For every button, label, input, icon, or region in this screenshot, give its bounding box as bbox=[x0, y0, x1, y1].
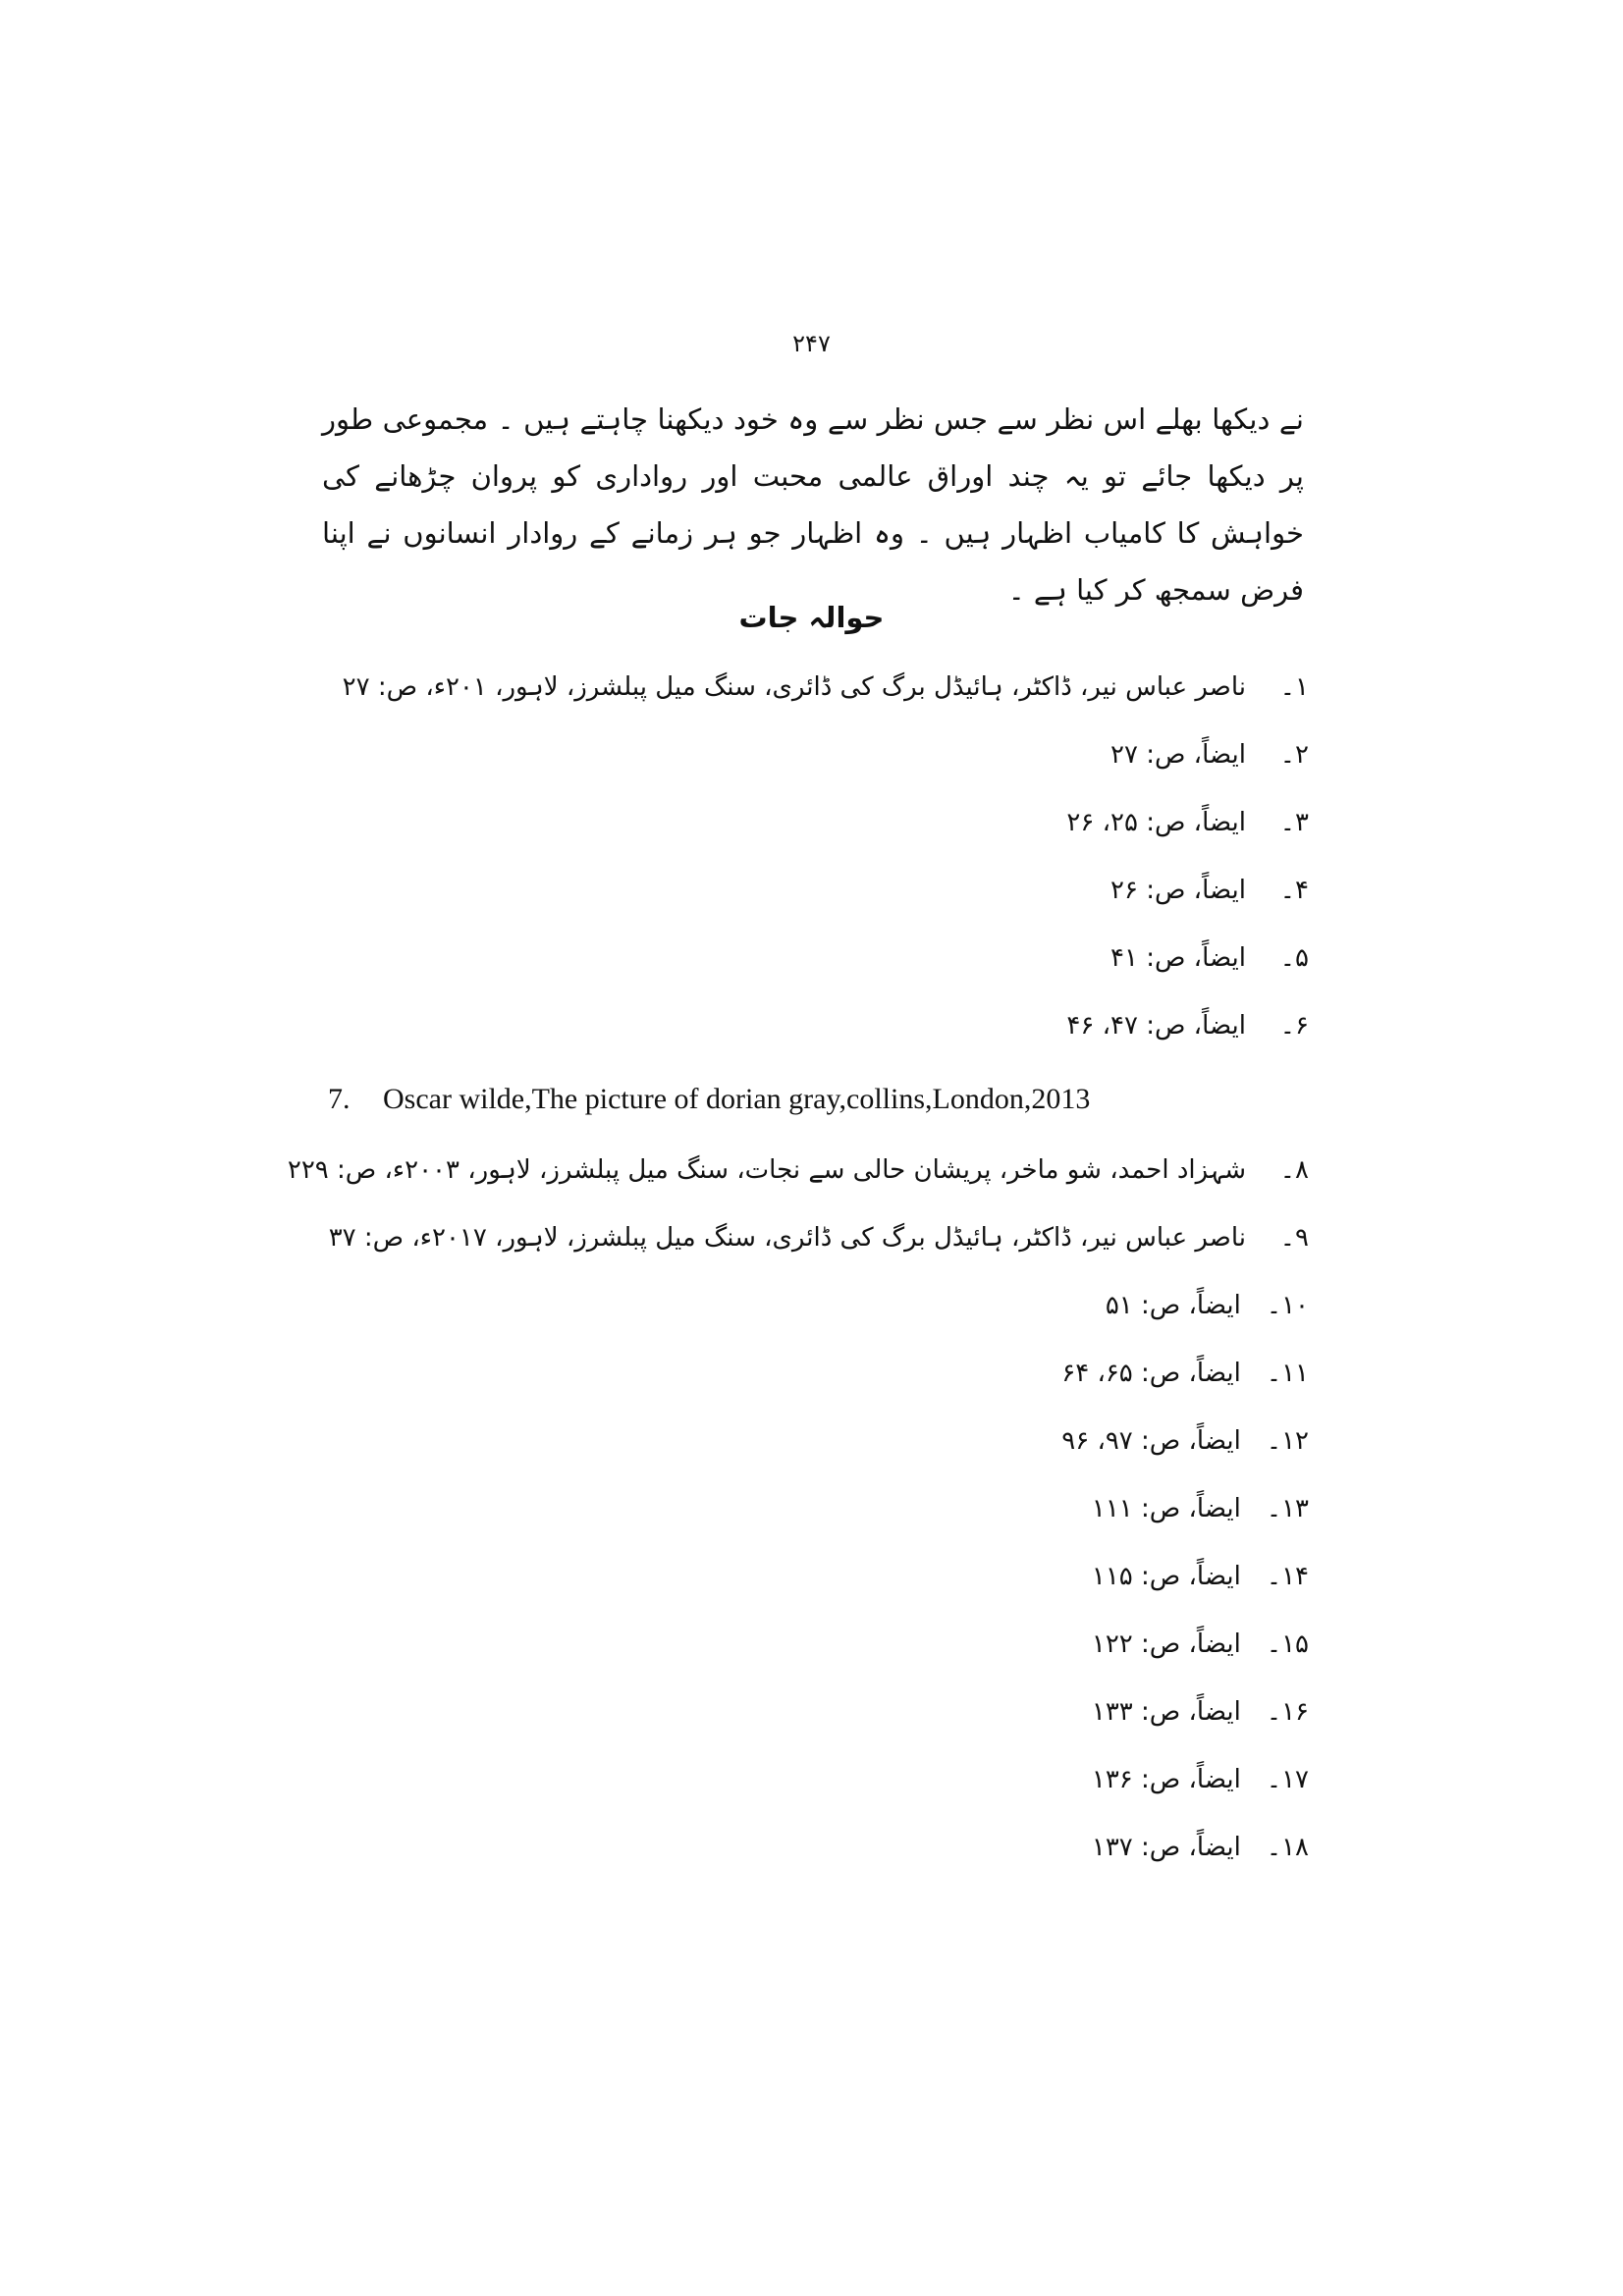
reference-text: ناصر عباس نیر، ڈاکٹر، ہائیڈل برگ کی ڈائری، سنگ میل پبلشرز، لاہور، ۲۰۱ء، ص: ۲۷ bbox=[342, 672, 1246, 702]
reference-item bbox=[1092, 1765, 1309, 1794]
reference-text: ایضاً، ص: ۲۷ bbox=[1110, 740, 1246, 770]
reference-number: ۱۲۔ bbox=[1266, 1426, 1309, 1456]
reference-text: ایضاً، ص: ۴۱ bbox=[1110, 943, 1246, 973]
reference-item bbox=[1106, 1291, 1309, 1320]
reference-item bbox=[1092, 1562, 1309, 1591]
reference-item bbox=[329, 1223, 1309, 1253]
reference-number: ۱۵۔ bbox=[1266, 1629, 1309, 1659]
reference-text: شہزاد احمد، شو ماخر، پریشان حالی سے نجات، سنگ میل پبلشرز، لاہور، ۲۰۰۳ء، ص: ۲۲۹ bbox=[287, 1155, 1246, 1185]
reference-number: ۱۷۔ bbox=[1266, 1765, 1309, 1794]
reference-item bbox=[1092, 1697, 1309, 1727]
reference-text: ایضاً، ص: ۱۳۶ bbox=[1091, 1765, 1241, 1794]
reference-number: ۱۳۔ bbox=[1266, 1494, 1309, 1523]
reference-text: ایضاً، ص: ۶۵، ۶۴ bbox=[1061, 1359, 1241, 1388]
reference-number: ۱۸۔ bbox=[1266, 1833, 1309, 1862]
reference-number: ۶۔ bbox=[1279, 1011, 1309, 1041]
reference-number: ۳۔ bbox=[1279, 808, 1309, 837]
reference-item bbox=[343, 672, 1309, 702]
reference-text: ایضاً، ص: ۱۱۵ bbox=[1091, 1562, 1241, 1591]
reference-text: ایضاً، ص: ۱۱۱ bbox=[1091, 1494, 1241, 1523]
reference-number: ۹۔ bbox=[1279, 1223, 1309, 1253]
reference-item bbox=[1092, 1629, 1309, 1659]
page-number: ۲۴۷ bbox=[792, 330, 831, 357]
reference-number: ۱۴۔ bbox=[1266, 1562, 1309, 1591]
reference-text: ناصر عباس نیر، ڈاکٹر، ہائیڈل برگ کی ڈائری، سنگ میل پبلشرز، لاہور، ۲۰۱۷ء، ص: ۳۷ bbox=[328, 1223, 1246, 1253]
reference-item bbox=[1092, 1494, 1309, 1523]
reference-text: ایضاً، ص: ۲۶ bbox=[1110, 876, 1246, 905]
reference-text: ایضاً، ص: ۲۵، ۲۶ bbox=[1066, 808, 1246, 837]
reference-number: ۱۶۔ bbox=[1266, 1697, 1309, 1727]
reference-item bbox=[328, 1083, 1090, 1116]
reference-text: ایضاً، ص: ۱۳۳ bbox=[1091, 1697, 1241, 1727]
reference-item bbox=[1066, 808, 1309, 837]
reference-item bbox=[1066, 1011, 1309, 1041]
reference-number: ۱۔ bbox=[1279, 672, 1309, 702]
reference-text: ایضاً، ص: ۵۱ bbox=[1105, 1291, 1241, 1320]
reference-item bbox=[288, 1155, 1309, 1185]
reference-number: ۲۔ bbox=[1279, 740, 1309, 770]
reference-item bbox=[1110, 943, 1309, 973]
reference-item bbox=[1092, 1833, 1309, 1862]
reference-item bbox=[1061, 1426, 1309, 1456]
reference-number: ۱۰۔ bbox=[1266, 1291, 1309, 1320]
reference-item bbox=[1061, 1359, 1309, 1388]
reference-number: ۴۔ bbox=[1279, 876, 1309, 905]
reference-item bbox=[1110, 740, 1309, 770]
reference-number: ۵۔ bbox=[1279, 943, 1309, 973]
body-paragraph: نے دیکھا بھلے اس نظر سے جس نظر سے وہ خود دیکھنا چاہتے ہیں ۔ مجموعی طور پر دیکھا جائے تو یہ چند اوراق عالمی محبت اور رواداری کو پروان چڑھانے کی خواہش کا کامیاب اظہار ہیں ۔ وہ اظہار جو ہر زمانے کے روادار انسانوں نے اپنا فرض سمجھ کر کیا ہے ۔ bbox=[322, 402, 1304, 607]
reference-text: ایضاً، ص: ۴۷، ۴۶ bbox=[1066, 1011, 1246, 1041]
reference-number: 7. bbox=[328, 1083, 351, 1115]
reference-text: Oscar wilde,The picture of dorian gray,collins,London,2013 bbox=[383, 1083, 1091, 1115]
reference-text: ایضاً، ص: ۱۲۲ bbox=[1091, 1629, 1241, 1659]
reference-number: ۸۔ bbox=[1279, 1155, 1309, 1185]
reference-number: ۱۱۔ bbox=[1266, 1359, 1309, 1388]
reference-text: ایضاً، ص: ۹۷، ۹۶ bbox=[1061, 1426, 1241, 1456]
references-heading: حوالہ جات bbox=[738, 601, 885, 634]
reference-text: ایضاً، ص: ۱۳۷ bbox=[1091, 1833, 1241, 1862]
reference-item bbox=[1110, 876, 1309, 905]
